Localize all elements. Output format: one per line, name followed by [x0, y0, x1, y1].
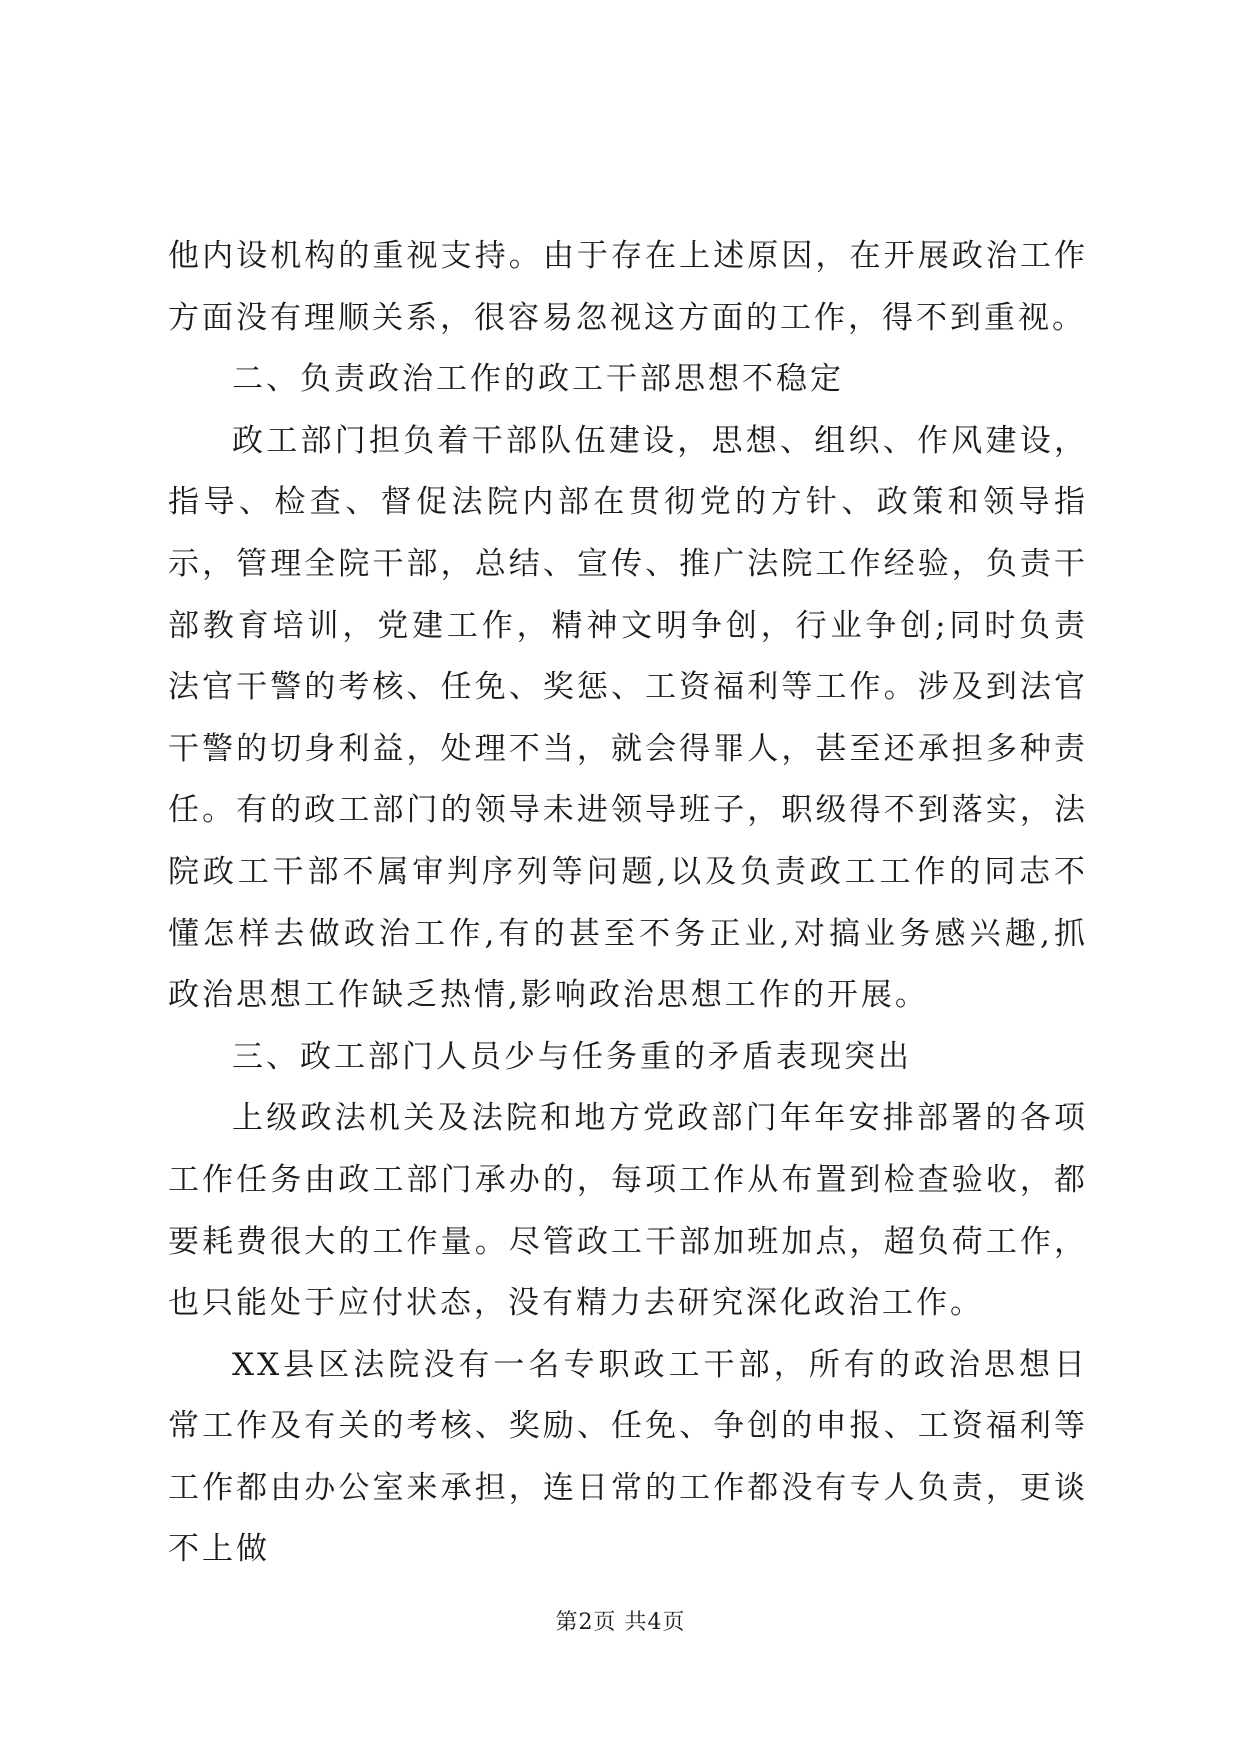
section-heading-two: 二、负责政治工作的政工干部思想不稳定: [232, 361, 844, 398]
paragraph-continuation: 他内设机构的重视支持。由于存在上述原因，在开展政治工作方面没有理顺关系，很容易忽视这方面的工作，得不到重视。: [168, 238, 1088, 336]
document-body: [168, 226, 1088, 1581]
page-number-footer: 第2页 共4页: [555, 1610, 686, 1635]
section-heading-three: 三、政工部门人员少与任务重的矛盾表现突出: [232, 1038, 912, 1075]
paragraph-workload: 上级政法机关及法院和地方党政部门年年安排部署的各项工作任务由政工部门承办的，每项工作从布置到检查验收，都要耗费很大的工作量。尽管政工干部加班加点，超负荷工作，也只能处于应付状态，没有精力去研究深化政治工作。: [168, 1100, 1088, 1322]
paragraph-county-court: XX县区法院没有一名专职政工干部，所有的政治思想日常工作及有关的考核、奖励、任免、争创的申报、工资福利等工作都由办公室来承担，连日常的工作都没有专人负责，更谈不上做: [168, 1346, 1088, 1568]
paragraph-political-staff: 政工部门担负着干部队伍建设，思想、组织、作风建设，指导、检查、督促法院内部在贯彻党的方针、政策和领导指示，管理全院干部，总结、宣传、推广法院工作经验，负责干部教育培训，党建工作，精神文明争创，行业争创;同时负责法官干警的考核、任免、奖惩、工资福利等工作。涉及到法官干警的切身利益，处理不当，就会得罪人，甚至还承担多种责任。有的政工部门的领导未进领导班子，职级得不到落实，法院政工干部不属审判序列等问题,以及负责政工工作的同志不懂怎样去做政治工作,有的甚至不务正业,对搞业务感兴趣,抓政治思想工作缺乏热情,影响政治思想工作的开展。: [168, 422, 1088, 1014]
